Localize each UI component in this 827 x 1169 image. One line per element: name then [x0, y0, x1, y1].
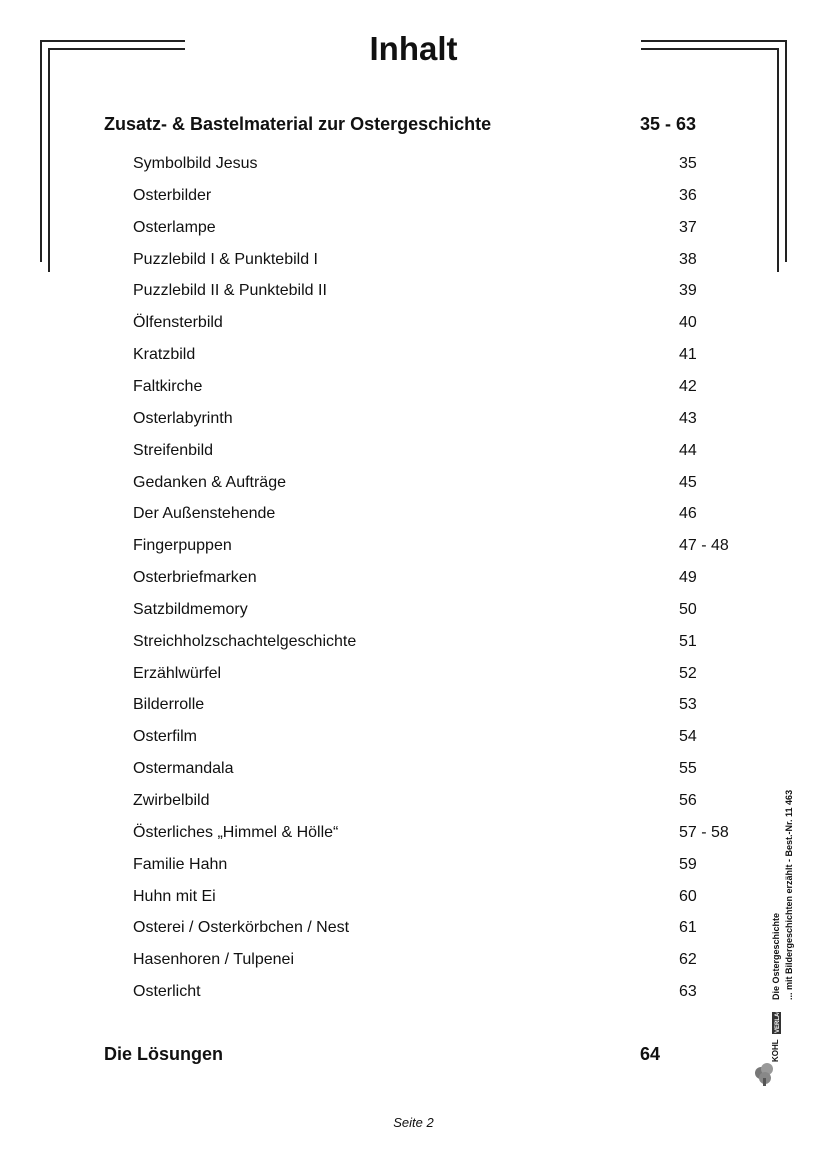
logo-badge: VERLAG: [775, 1012, 781, 1033]
logo-text: KOHL: [771, 1039, 780, 1062]
toc-entry-pages: 60: [679, 888, 697, 905]
toc-entry-pages: 47 - 48: [679, 537, 729, 554]
toc-entry-label: Osterlabyrinth: [133, 410, 233, 427]
toc-entry-label: Familie Hahn: [133, 856, 228, 873]
toc-entry-label: Österliches „Himmel & Hölle“: [133, 824, 339, 841]
toc-entry-pages: 38: [679, 251, 697, 268]
toc-entry: [133, 346, 753, 370]
toc-entry-pages: 36: [679, 187, 697, 204]
toc-entry-label: Fingerpuppen: [133, 537, 232, 554]
toc-entry: [133, 601, 753, 625]
toc-entry-pages: 42: [679, 378, 697, 395]
toc-section-heading: [104, 114, 724, 142]
toc-entry: [133, 474, 753, 498]
toc-entry: [133, 410, 753, 434]
toc-entry: [133, 187, 753, 211]
toc-entry-label: Bilderrolle: [133, 696, 205, 713]
toc-entry-pages: 54: [679, 728, 697, 745]
toc-entry-label: Gedanken & Aufträge: [133, 474, 286, 491]
section-title: Die Lösungen: [104, 1044, 224, 1064]
book-subtitle: ... mit Bildergeschichten erzählt - Best.-Nr. 11 463: [784, 789, 794, 1000]
toc-entry-label: Faltkirche: [133, 378, 203, 395]
toc-entry-pages: 51: [679, 633, 697, 650]
toc-entry: [133, 633, 753, 657]
toc-entry-pages: 46: [679, 505, 697, 522]
toc-entry: [133, 442, 753, 466]
toc-entry-label: Osterei / Osterkörbchen / Nest: [133, 919, 350, 936]
section-pages: 64: [640, 1044, 661, 1064]
toc-entry-pages: 39: [679, 282, 697, 299]
toc-entry-pages: 43: [679, 410, 697, 427]
toc-entry: [133, 760, 753, 784]
toc-entry-pages: 63: [679, 983, 697, 1000]
toc-entry-label: Osterbilder: [133, 187, 212, 204]
toc-entry-label: Ölfensterbild: [133, 314, 223, 331]
toc-entry: [133, 728, 753, 752]
toc-entry: [133, 251, 753, 275]
toc-entry: [133, 665, 753, 689]
toc-entry-label: Zwirbelbild: [133, 792, 210, 809]
toc-entry: [133, 378, 753, 402]
toc-entry-label: Streichholzschachtelgeschichte: [133, 633, 357, 650]
toc-entry: [133, 569, 753, 593]
toc-entry-label: Osterbriefmarken: [133, 569, 257, 586]
book-title: Die Ostergeschichte: [771, 912, 781, 1000]
toc-entry: [133, 951, 753, 975]
toc-entry-pages: 44: [679, 442, 697, 459]
toc-entry: [133, 919, 753, 943]
side-credit: [770, 790, 796, 1000]
toc-entry-pages: 55: [679, 760, 697, 777]
toc-entry: [133, 505, 753, 529]
toc-entry: [133, 888, 753, 912]
tree-icon: [752, 1012, 800, 1088]
toc-entry-label: Osterlicht: [133, 983, 201, 1000]
toc-entry-pages: 49: [679, 569, 697, 586]
section-pages: 35 - 63: [640, 114, 697, 134]
toc-entry-label: Osterlampe: [133, 219, 216, 236]
toc-entry: [133, 537, 753, 561]
toc-entry: [133, 824, 753, 848]
toc-entry-label: Kratzbild: [133, 346, 196, 363]
toc-entry-pages: 57 - 58: [679, 824, 729, 841]
toc-entry-label: Ostermandala: [133, 760, 234, 777]
page-footer: Seite 2: [393, 1115, 434, 1130]
toc-entry-label: Puzzlebild I & Punktebild I: [133, 251, 318, 268]
toc-entry: [133, 314, 753, 338]
toc-entry: [133, 155, 753, 179]
toc-entry-label: Osterfilm: [133, 728, 197, 745]
toc-entry-pages: 56: [679, 792, 697, 809]
toc-entry-label: Hasenhoren / Tulpenei: [133, 951, 294, 968]
toc-entry-label: Huhn mit Ei: [133, 888, 216, 905]
toc-entry: [133, 983, 753, 1007]
toc-entry: [133, 792, 753, 816]
publisher-logo: [752, 1012, 800, 1088]
page-title: Inhalt: [369, 30, 458, 67]
toc-entry-pages: 40: [679, 314, 697, 331]
toc-entry: [133, 696, 753, 720]
toc-entry-label: Streifenbild: [133, 442, 214, 459]
toc-entry-pages: 35: [679, 155, 697, 172]
toc-entry-pages: 61: [679, 919, 697, 936]
toc-entry: [133, 856, 753, 880]
section-title: Zusatz- & Bastelmaterial zur Ostergeschichte: [104, 114, 492, 134]
toc-entry-label: Puzzlebild II & Punktebild II: [133, 282, 327, 299]
toc-entry-pages: 52: [679, 665, 697, 682]
toc-entry-pages: 59: [679, 856, 697, 873]
toc-entry: [133, 282, 753, 306]
toc-entry-pages: 62: [679, 951, 697, 968]
toc-entry-label: Erzählwürfel: [133, 665, 222, 682]
toc-entry-label: Symbolbild Jesus: [133, 155, 258, 172]
toc-entry-label: Satzbildmemory: [133, 601, 248, 618]
toc-entry-pages: 37: [679, 219, 697, 236]
toc-entry-pages: 50: [679, 601, 697, 618]
toc-entry-label: Der Außenstehende: [133, 505, 276, 522]
toc-entry-pages: 53: [679, 696, 697, 713]
toc-entry: [133, 219, 753, 243]
toc-section-heading: [104, 1044, 724, 1072]
toc-entry-pages: 41: [679, 346, 697, 363]
toc-entry-pages: 45: [679, 474, 697, 491]
